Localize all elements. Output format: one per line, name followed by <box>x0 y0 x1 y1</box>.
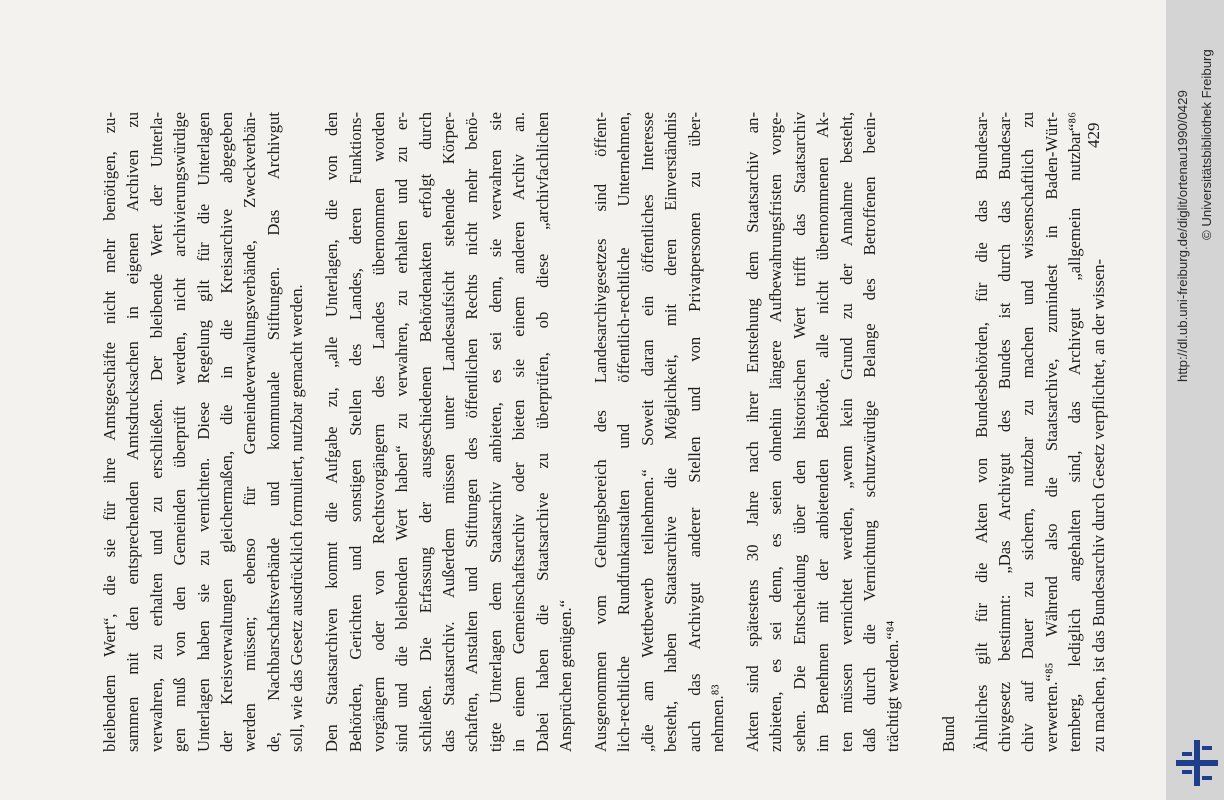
text-line: im Benehmen mit der anbietenden Behörde, alle nicht übernommenen Ak- <box>813 112 833 752</box>
text-line: Ansprüchen genügen.“ <box>556 599 576 752</box>
text-line: sammen mit den entsprechenden Amtsdrucksachen in eigenen Archiven zu <box>123 112 143 752</box>
text-line: daß durch die Vernichtung schutzwürdige Belange des Betroffenen beein- <box>859 112 879 752</box>
source-url-link[interactable]: http://dl.ub.uni-freiburg.de/diglit/ortenau1990/0429 <box>1175 90 1190 382</box>
text-line: „die am Wettbewerb teilnehmen.“ Soweit daran ein öffentliches Interesse <box>637 112 657 752</box>
copyright-notice: © Universitätsbibliothek Freiburg <box>1199 49 1214 240</box>
text-line: tigte Unterlagen dem Staatsarchiv anbieten, es sei denn, sie verwahren sie <box>485 112 505 752</box>
text-line: chiv auf Dauer zu sichern, nutzbar zu machen und wissenschaftlich zu <box>1018 112 1038 752</box>
logo-bar-lower-left <box>1182 770 1192 774</box>
text-line: verwahren, zu erhalten und zu erschließen. Der bleibende Wert der Unterla- <box>146 112 166 752</box>
paragraph-final <box>970 112 1110 752</box>
text-line: zu machen, ist das Bundesarchiv durch Gesetz verpflichtet, an der wissen- <box>1088 258 1108 752</box>
text-line: auch das Archivgut anderer Stellen und von Privatpersonen zu über- <box>684 112 704 752</box>
text-line: chivgesetz bestimmt: „Das Archivgut des Bundes ist durch das Bundesar- <box>995 112 1015 752</box>
text-line: Den Staatsarchiven kommt die Aufgabe zu, „alle Unterlagen, die von den <box>322 112 342 752</box>
paragraph-4 <box>741 112 905 752</box>
text-line: in einem Gemeinschaftsarchiv oder bieten sie einem anderen Archiv an. <box>509 112 529 752</box>
text-line: werden müssen; ebenso für Gemeindeverwaltungsverbände, Zweckverbän- <box>240 112 260 752</box>
text-line: soll, wie das Gesetz ausdrücklich formuliert, nutzbar gemacht werden. <box>287 284 307 752</box>
text-line: Unterlagen haben sie zu vernichten. Diese Regelung gilt für die Unterlagen <box>193 112 213 752</box>
text-line: lich-rechtliche Rundfunkanstalten und öffentlich-rechtliche Unternehmen, <box>614 112 634 752</box>
text-line: vorgängern oder von Rechtsvorgängern des Landes übernommen worden <box>368 112 388 752</box>
logo-bar-lower-right <box>1202 776 1212 780</box>
rotated-text-body <box>98 112 1108 752</box>
paragraph-1 <box>98 112 309 752</box>
ub-freiburg-logo <box>1176 740 1218 786</box>
text-line: bleibendem Wert“, die sie für ihre Amtsgeschäfte nicht mehr benötigen, zu- <box>100 112 119 752</box>
logo-bar-upper-left <box>1182 752 1192 756</box>
text-line: gen muß von den Gemeinden überprüft werden, nicht archivierungswürdige <box>170 112 190 752</box>
text-line: sind und die bleibenden Wert haben“ zu verwahren, zu erhalten und zu er- <box>392 112 412 752</box>
text-line: Ähnliches gilt für die Akten von Bundesbehörden, für die das Bundesar- <box>971 112 991 752</box>
text-line: das Staatsarchiv. Außerdem müssen unter Landesaufsicht stehende Körper- <box>439 112 459 752</box>
text-line: de, Nachbarschaftsverbände und kommunale Stiftungen. Das Archivgut <box>263 112 283 752</box>
paragraph-2 <box>320 112 577 752</box>
text-line: Dabei haben die Staatsarchive zu überprüfen, ob diese „archivfachlichen <box>532 112 552 752</box>
text-line: der Kreisverwaltungen gleichermaßen, die in die Kreisarchive abgegeben <box>216 112 236 752</box>
text-line: ten müssen vernichtet werden, „wenn kein Grund zu der Annahme besteht, <box>836 112 856 752</box>
text-line: besteht, haben Staatsarchive die Möglichkeit, mit deren Einverständnis <box>661 112 681 752</box>
text-line: Akten sind spätestens 30 Jahre nach ihrer Entstehung dem Staatsarchiv an- <box>742 112 762 752</box>
text-line: temberg, lediglich angehalten sind, das Archivgut „allgemein nutzbar“⁸⁶ <box>1065 112 1085 752</box>
text-line: verwerten.“⁸⁵ Während also die Staatsarchive, zumindest in Baden-Würt- <box>1041 112 1061 752</box>
text-line: schaften, Anstalten und Stiftungen des öffentlichen Rechts nicht mehr benö- <box>462 112 482 752</box>
logo-bar-horizontal <box>1176 760 1218 766</box>
logo-bar-upper-right <box>1202 746 1212 750</box>
text-line: zubieten, es sei denn, es seien ohnehin längere Aufbewahrungsfristen vorge- <box>766 112 786 752</box>
text-line: Ausgenommen vom Geltungsbereich des Landesarchivgesetzes sind öffent- <box>591 112 610 752</box>
text-line: schließen. Die Erfassung der ausgeschiedenen Behördenakten erfolgt durch <box>415 112 435 752</box>
page-number: 429 <box>1084 122 1103 148</box>
text-line: sehen. Die Entscheidung über den historischen Wert trifft das Staatsarchiv <box>789 112 809 752</box>
text-line: Behörden, Gerichten und sonstigen Stellen des Landes, deren Funktions- <box>345 112 365 752</box>
paragraph-3 <box>589 112 729 752</box>
text-line: trächtigt werden.“⁸⁴ <box>883 620 903 752</box>
section-heading: Bund <box>938 716 958 752</box>
text-line: nehmen.⁸³ <box>707 684 727 752</box>
